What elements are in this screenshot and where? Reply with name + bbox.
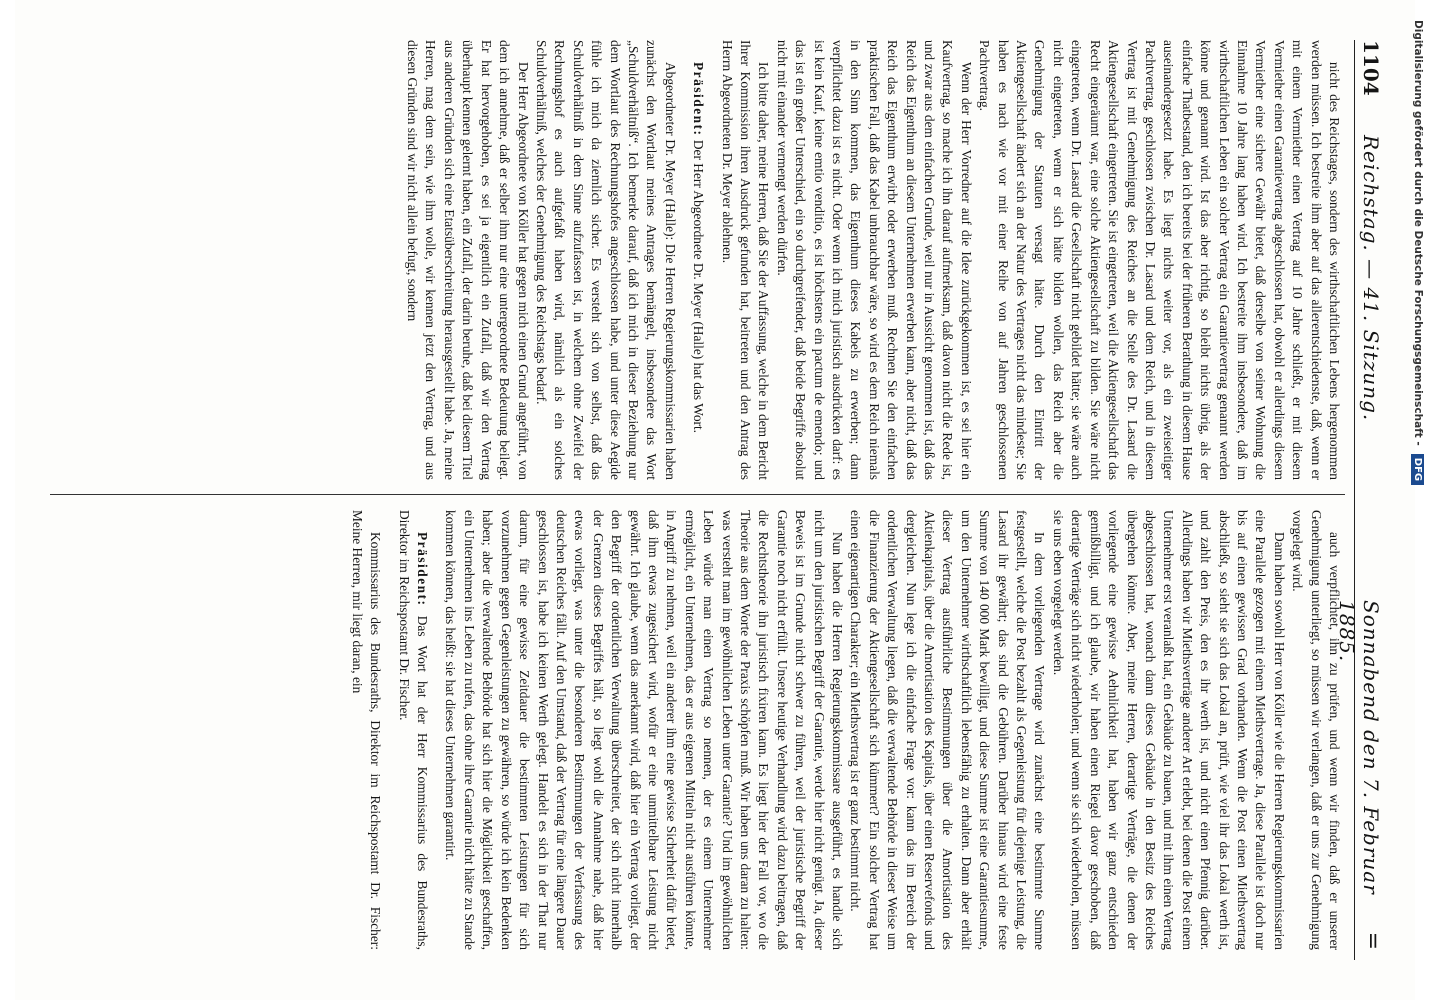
dfg-logo: DFG [1412,454,1425,485]
paragraph [1288,510,1343,950]
paragraph-text: Kommissarius des Bundesraths, Direktor im Reichspostamt Dr. Fischer: Meine Herren, mir liegt daran, ein [349,510,384,950]
newspaper-page [15,0,1415,1000]
paragraph [846,510,1048,950]
speaker-label: Präsident: [691,62,707,137]
paragraph-text: auch verpflichtet, ihn zu prüfen, und wenn wir finden, daß er unserer Genehmigung unterliegt, so müssen wir verlangen, daß er uns zur Genehmigung vorgelegt wird. [1290,510,1342,950]
digitization-credit [1406,20,1430,980]
paragraph-text: Ich bitte daher, meine Herren, daß Sie der Auffassung, welche in dem Bericht Ihrer Kommission ihren Ausdruck gefunden hat, beitreten und den Antrag des Herrn Abgeordneten Dr. Meyer ablehnen. [719,40,772,480]
right-text-column [53,510,1343,950]
paragraph-text: Wenn der Herr Vorredner auf die Idee zurückgekommen ist, es sei hier ein Kaufvertrag, so mache ich ihn darauf aufmerksam, daß davon nicht die Rede ist, und zwar aus dem einfachen Grunde, weil nur in Aussicht genommen ist, daß das Reich das Eigenthum an diesem Unternehmen erwerben kann, aber nicht, daß das Reich das Eigenthum erwirbt oder erwerben muß. Rechnen Sie den einfachen praktischen Fall, daß das Kabel unbrauchbar wäre, so wird es dem Reich niemals in den Sinn kommen, das Eigenthum dieses Kabels zu erwerben; dann verpflichtet dazu ist es nicht. Oder wenn ich mich juristisch ausdrücken darf: es ist kein Kauf, keine emtio venditio, es ist höchstens ein pactum de emendo; und das ist ein großer Unterschied, ein so durchgreifender, daß beide Begriffe absolut nicht mit einander vermengt werden dürfen. [774,40,974,480]
paragraph [532,40,679,480]
page-header [1335,40,1385,960]
credit-text: Digitalisierung gefördert durch die Deutsche Forschungsgemeinschaft - [1412,20,1424,446]
paragraph [441,510,846,950]
paragraph [772,40,974,480]
page-number: 1104 [1359,40,1383,96]
paragraph-text: Nun haben die Herren Regierungskommissare ausgeführt, es handle sich nicht um den juristischen Begriff der Garantie, werde hier nicht genügt. Ja, dieser Beweis ist im Grunde nicht schwer zu führen, weil der juristische Begriff der Garantie noch nicht erfüllt. Unsere heutige Verhandlung wird dazu beitragen, daß die Rechtstheorie ihn juristisch fixiren kann. Es liegt hier der Fall vor, wo die Theorie aus dem Worte der Praxis schöpfen muß. Wir haben uns daran zu halten: was versteht man im gewöhnlichen Leben unter Garantie? Und im gewöhnlichen Leben würde man einen Vertrag so nennen, der es einem Unternehmer ermöglicht, ein Unternehmen, das er aus eigenen Mitteln nicht ausführen könnte, in Angriff zu nehmen, weil ein anderer ihm eine gewisse Sicherheit dafür bietet, daß ihm etwas zugesichert wird, wofür er eine unmittelbare Leistung nicht gewährt. Ich glaube, wenn das anerkannt wird, daß hier ein Vertrag vorliegt, der den Begriff der ordentlichen Verwaltung überschreitet, der sich nicht innerhalb der Grenzen dieses Begriffes hält, so liegt wohl die Annahme nahe, daß hier etwas vorliegt, was unter die besonderen Bestimmungen der Verfassung des deutschen Reiches fällt. Auf den Umstand, daß der Vertrag für eine längere Dauer geschlossen ist, habe ich keinen Werth gelegt. Handelt es sich in der That nur darum, für eine gewisse Zeitdauer die bestimmten Leistungen für sich vorzunehmen gegen Gegenleistungen zu gewähren, so würde ich kein Bedenken haben; aber die verwaltende Behörde hat sich hier die Möglichkeit geschaffen, ein Unternehmen ins Leben zu rufen, das ohne ihre Garantie nicht hätte zu Stande kommen können, das heißt: sie hat dieses Unternehmen garantirt. [443,510,846,950]
paragraph-text: Der Herr Abgeordnete von Köller hat gegen mich einen Grund angeführt, von dem ich annehme, daß er selber ihm nur eine untergeordnete Bedeutung beilegt. Er hat hervorgehoben, es sei ja eigentlich ein Zufall, daß wir den Vertrag überhaupt kennen gelernt haben, ein Zufall, der darin beruhe, daß bei diesem Titel aus anderen Gründen sich eine Etatsüberschreitung herausgestellt habe. Ja, meine Herren, mag dem sein, wie ihm wolle, wir kennen jetzt den Vertrag, und aus diesen Gründen sind wir nicht allein befugt, sondern [405,40,531,480]
column-divider [50,494,1345,495]
paragraph [347,510,384,950]
paragraph-text: Das Wort hat der Herr Kommissarius des Bundesraths, Direktor im Reichspostamt Dr. Fischer. [396,510,431,950]
paragraph [403,40,532,480]
left-text-column [53,40,1343,480]
paragraph-text: In dem vorliegenden Vertrage wird zunächst eine bestimmte Summe festgestellt, welche die Post bezahlt als Gegenleistung für diejenige Leistung, die Lasard ihr gewährt; das sind die Gebühren. Darüber hinaus wird eine feste Summe von 140 000 Mark bewilligt, und diese Summe ist eine Garantiesumme, um den Unternehmer wirthschaftlich lebensfähig zu erhalten. Dann aber erhält dieser Vertrag ausführliche Bestimmungen über die Amortisation des Aktienkapitals, über die Amortisation des Kapitals, über einen Reservefonds und dergleichen. Nun lege ich die einfache Frage vor: kann das im Bereich der ordentlichen Verwaltung liegen, daß die verwaltende Behörde in dieser Weise um die Finanzierung der Aktiengesellschaft sich kümmert? Ein solcher Vertrag hat einen eigenartigen Charakter; ein Miethsvertrag ist er ganz bestimmt nicht. [848,510,1048,950]
paragraph-text: Abgeordneter Dr. Meyer (Halle): Die Herren Regierungskommissarien haben zunächst den Wortlaut meines Antrages bemängelt, insbesondere das Wort „Schuldverhältniß“. Ich bemerke darauf, daß ich mich in dieser Beziehung nur dem Wortlaut des Rechnungshofes angeschlossen habe, und unter diese Aegide fühle ich mich da ziemlich sicher. Es versteht sich von selbst, daß das Schuldverhältniß in dem Sinne aufzufassen ist, in welchem ohne Zweifel der Rechnungshof es auch aufgefaßt haben wird, nämlich als ein solches Schuldverhältniß, welches der Genehmigung des Reichstags bedarf. [533,40,678,480]
paragraph [689,40,707,480]
paragraph [1049,510,1288,950]
paragraph [394,510,431,950]
session-date: Sonnabend den 7. Februar 1885. [1335,600,1383,895]
header-rule-mark: = [1360,931,1385,950]
paragraph-text: nicht des Reichstages, sondern des wirthschaftlichen Lebens hergenommen werden müssen. Ich bestreite ihm aber auf das allerentschiedenste, daß, wenn er mit einem Vermiether einen Vertrag auf 10 Jahre schließt, er mit diesem Vermiether einen Garantievertrag abgeschlossen hat, obwohl er allerdings diesem Vermiether eine sichere Gewähr bietet, daß derselbe von seiner Wohnung die Einnahme 10 Jahre lang haben wird. Ich bestreite ihm insbesondere, daß im wirthschaftlichen Leben ein solcher Vertrag ein Garantievertrag genannt werden könne und genannt wird. Ist das aber richtig, so bleibt nichts übrig, als der einfache Thatbestand, den ich bereits bei der früheren Berathung in diesem Hause auseinandergesetzt habe. Es liegt nichts weiter vor, als ein zweiseitiger Pachtvertrag, geschlossen zwischen Dr. Lasard und dem Reich, und in diesem Vertrag ist mit Genehmigung des Reiches an die Stelle des Dr. Lasard die Aktiengesellschaft eingetreten. Sie ist eingetreten, weil die Aktiengesellschaft das Recht eingeräumt war, eine solche Aktiengesellschaft zu bilden. Sie wäre nicht eingetreten, wenn Dr. Lasard die Gesellschaft nicht gebildet hätte; sie wäre auch nicht eingetreten, wenn er sich hätte bilden wollen, das Reich aber die Genehmigung der Statuten versagt hätte. Durch den Eintritt der Aktiengesellschaft ändert sich an der Natur des Vertrages nicht das mindeste; Sie haben es nach wie vor mit einer Reihe von auf Jahren geschlossenen Pachtvertrag. [977,40,1342,480]
paragraph [717,40,772,480]
paragraph-text: Dann haben sowohl Herr von Köller wie die Herren Regierungskommissarien eine Parallele gezogen mit einem Miethsvertrage. Ja, diese Parallele ist doch nur bis auf einen gewissen Grad vorhanden. Wenn die Post einen Miethsvertrag abschließt, so sieht sie sich das Lokal an, prüft, wie viel ihr das Lokal werth ist, und zahlt den Preis, den es ihr werth ist, und nicht einen Pfennig darüber. Allerdings haben wir Miethsverträge anderer Art erlebt, bei denen die Post einem Unternehmer erst veranlaßt hat, ein Gebäude zu bauen, und mit ihm einen Vertrag abgeschlossen hat, wonach dann dieses Gebäude in den Besitz des Reiches übergehen könnte. Aber, meine Herren, derartige Verträge, die denen der vorliegende eine gewisse Aehnlichkeit hat, haben wir ganz entschieden gemißbilligt, und ich glaube, wir haben einen Riegel davor geschoben, daß derartige Verträge sich nicht wiederholen; und wenn sie sich wiederholen, müssen sie uns eben vorgelegt werden. [1050,510,1287,950]
paragraph [975,40,1343,480]
paragraph-text: Der Herr Abgeordnete Dr. Meyer (Halle) hat das Wort. [691,139,707,434]
speaker-label: Präsident: [415,532,431,607]
session-title: Reichstag. — 41. Sitzung. [1359,135,1383,422]
